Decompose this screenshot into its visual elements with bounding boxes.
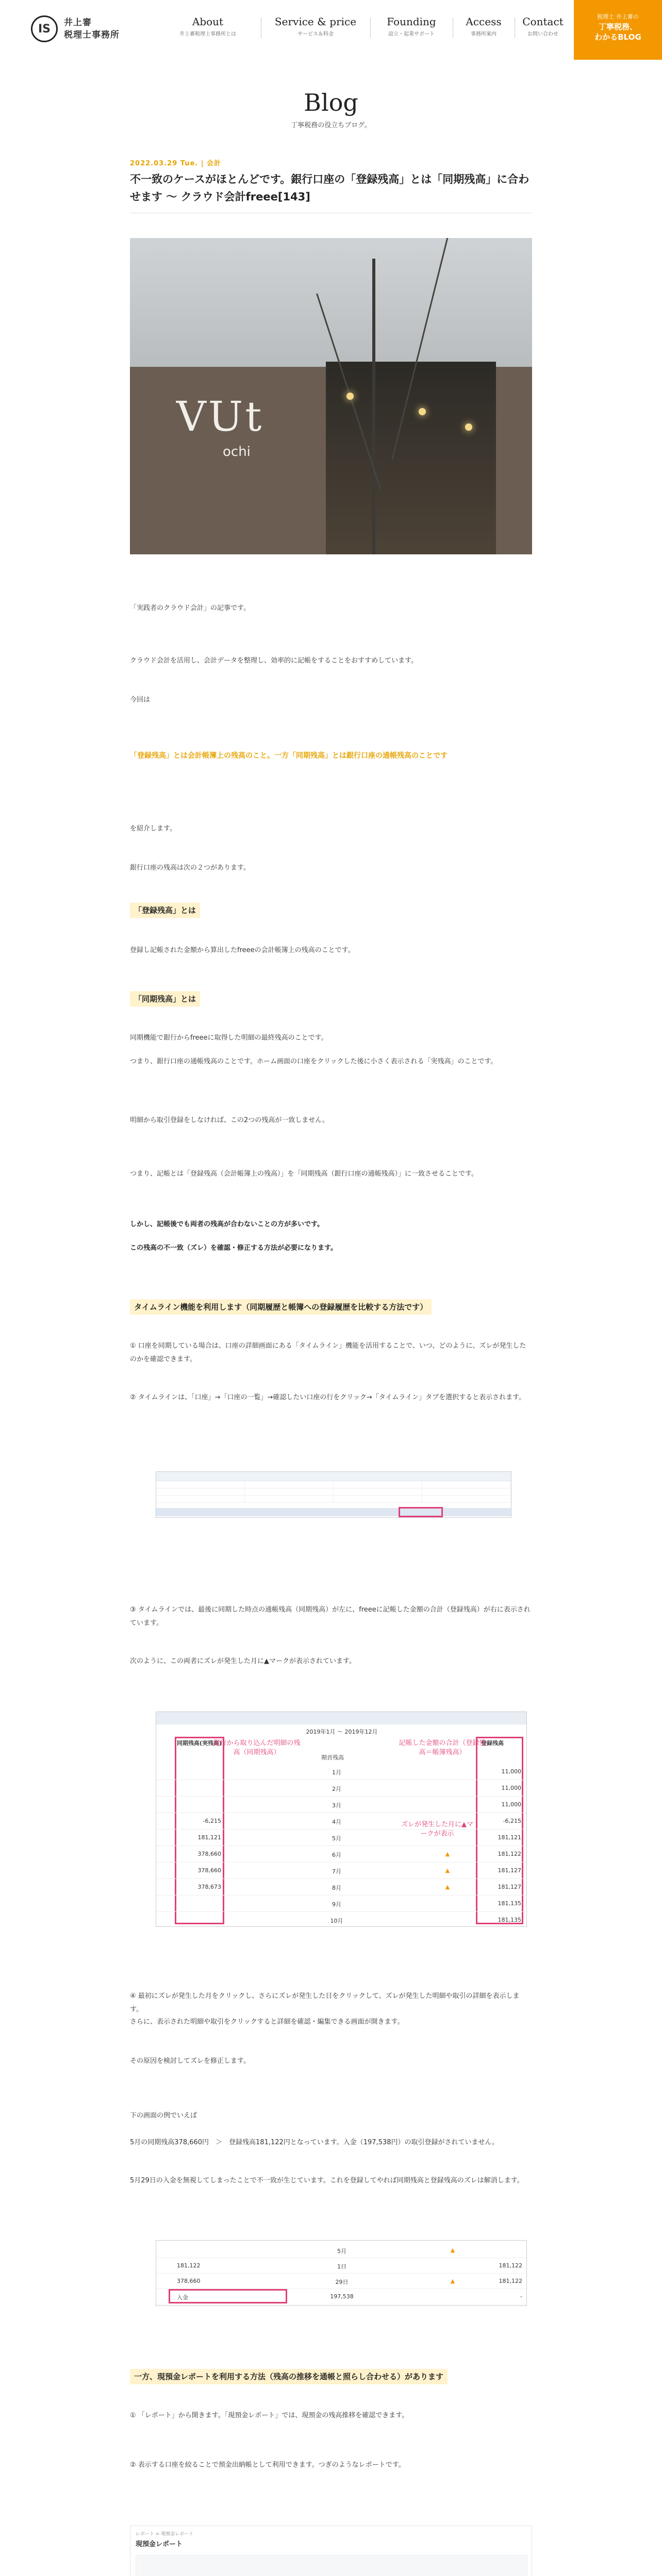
timeline-registered-value: 11,000 [501,1768,521,1775]
paragraph: 5月29日の入金を無視してしまったことで不一致が生じています。これを登録してやれば同期残高と登録残高のズレは解消します。 [130,2177,524,2184]
screenshot-toolbar [156,1472,511,1481]
screenshot-tab-bar [156,1508,511,1516]
nav-about[interactable] [155,14,261,37]
detail-center-value: 29日 [335,2279,349,2285]
section-heading: 「登録残高」とは [130,903,200,918]
timeline-month: 2月 [332,1786,341,1792]
report-filter-panel[interactable] [136,2555,527,2576]
section-heading: タイムライン機能を利用します（同期履歴と帳簿への登録履歴を比較する方法です） [130,1299,432,1315]
nav-access-sub: 事務所案内 [471,31,496,37]
paragraph: クラウド会計を活用し、会計データを整理し、効率的に記帳をすることをおすすめしています。 [130,657,418,665]
timeline-registered-value: 181,122 [498,1851,521,1857]
logo-line-2: 税理士事務所 [64,30,120,40]
timeline-period: 2019年1月 〜 2019年12月 [306,1728,378,1735]
storefront-sign: VUt [176,393,264,440]
timeline-synced-value: 378,673 [197,1884,221,1890]
timeline-right-header: 登録残高 [481,1740,504,1747]
detail-right-value: 181,122 [499,2278,522,2284]
page-subtitle: 丁寧税務の役立ちブログ。 [291,122,371,129]
timeline-tab-highlight [399,1507,443,1517]
timeline-left-header: 同期残高(実残高) [177,1740,222,1747]
section-heading: 一方、現預金レポートを利用する方法（残高の推移を通帳と照らし合わせる）があります [130,2369,448,2384]
timeline-row[interactable] [156,1846,527,1862]
timeline-month: 9月 [332,1901,341,1908]
screenshot-row [156,1481,511,1488]
timeline-registered-value: 181,135 [498,1900,521,1907]
warning-icon: ▲ [450,2278,455,2284]
annotation-mismatch-mark: ズレが発生した月に▲マークが表示 [401,1821,473,1838]
logo-text [64,16,120,41]
timeline-month: 4月 [332,1819,341,1825]
light-icon [346,393,354,400]
timeline-row[interactable] [156,1780,527,1797]
nav-access[interactable] [453,14,515,37]
paragraph: 明細から取引登録をしなければ、この2つの残高が一致しません。 [130,1116,329,1124]
timeline-registered-value: -6,215 [503,1818,521,1824]
site-header [0,0,662,61]
timeline-registered-value: 181,121 [498,1834,521,1841]
paragraph: ② タイムラインは、「口座」→「口座の一覧」→確認したい口座の行をクリック→「タイムライン」タブを選択すると表示されます。 [130,1394,526,1401]
detail-row[interactable] [156,2243,527,2258]
account-detail-screenshot [156,1471,511,1518]
blog-cta-button[interactable] [574,0,662,60]
site-logo[interactable] [31,15,120,42]
timeline-month: 8月 [332,1885,341,1891]
section-heading: 「同期残高」とは [130,991,200,1007]
timeline-row[interactable] [156,1813,527,1829]
timeline-month: 1月 [332,1769,341,1776]
hero-photo [130,238,532,554]
warning-icon: ▲ [445,1884,450,1890]
paragraph: 5月の同期残高378,660円 ＞ 登録残高181,122円となっています。入金（197,538円）の取引登録がされていません。 [130,2139,499,2146]
nav-service-label: Service & price [274,15,357,28]
bold-paragraph: この残高の不一致（ズレ）を確認・修正する方法が必要になります。 [130,1244,337,1252]
timeline-registered-value: 11,000 [501,1801,521,1808]
timeline-synced-value: -6,215 [203,1818,221,1824]
paragraph: つまり、銀行口座の通帳残高のことです。ホーム画面の口座をクリックした後に小さく表示される「実残高」のことです。 [130,1058,498,1065]
timeline-synced-value: 378,660 [197,1867,221,1874]
paragraph: さらに、表示された明細や取引をクリックすると詳細を確認・編集できる画面が開きます。 [130,2018,404,2026]
page-title: Blog [304,89,358,116]
timeline-month: 7月 [332,1868,341,1875]
main-nav [155,14,571,37]
cta-line-3: わかるBLOG [594,32,641,42]
timeline-month: 6月 [332,1852,341,1858]
paragraph: 銀行口座の残高は次の２つがあります。 [130,864,250,872]
timeline-row[interactable] [156,1829,527,1846]
paragraph: ③ タイムラインでは、最後に同期した時点の通帳残高（同期残高）が左に、freeeに記帳した金額の合計（登録残高）が右に表示されています。 [130,1606,531,1627]
nav-contact-label: Contact [522,15,564,28]
timeline-registered-value: 181,127 [498,1867,521,1874]
timeline-registered-value: 181,135 [498,1917,521,1923]
timeline-screenshot [156,1711,527,1927]
nav-service-sub: サービス＆料金 [297,31,334,37]
annotation-registered-balance: 記帳した金額の合計（登録残高＝帳簿残高） [399,1739,486,1756]
timeline-synced-value: 181,121 [197,1834,221,1841]
paragraph: つまり、記帳とは「登録残高（会計帳簿上の残高）」を「同期残高（銀行口座の通帳残高）」に一致させることです。 [130,1170,478,1178]
timeline-row[interactable] [156,1879,527,1895]
nav-founding[interactable] [370,14,453,37]
highlight-paragraph: 「登録残高」とは会計帳簿上の残高のこと。一方「同期残高」とは銀行口座の通帳残高のことです [130,752,448,760]
timeline-synced-value: 378,660 [197,1851,221,1857]
timeline-month: 3月 [332,1802,341,1809]
paragraph: ④ 最初にズレが発生した月をクリックし、さらにズレが発生した日をクリックして、ズレが発生した明細や取引の詳細を表示します。 [130,1992,520,2013]
timeline-registered-value: 181,127 [498,1884,521,1890]
paragraph: 登録し記帳された金額から算出したfreeeの会計帳簿上の残高のことです。 [130,946,355,954]
nav-founding-sub: 設立・起業サポート [388,31,435,37]
article-header [130,158,532,213]
cta-line-2: 丁寧税務、 [598,22,637,31]
detail-left-value: 181,122 [177,2262,201,2269]
nav-access-label: Access [466,15,502,28]
detail-left-value: 入金 [177,2294,188,2301]
logo-line-1: 井上審 [64,18,92,28]
report-breadcrumb: レポート > 現預金レポート [136,2532,194,2537]
timeline-row[interactable] [156,1912,527,1927]
page-heading [0,89,662,129]
paragraph: 「実践者のクラウド会計」の記事です。 [130,604,250,612]
timeline-center-header: 期首残高 [321,1754,344,1761]
detail-screenshot [156,2240,527,2306]
detail-left-value: 378,660 [177,2278,201,2284]
detail-center-value: 197,538 [330,2293,354,2300]
paragraph: 今回は [130,696,151,704]
light-icon [419,408,426,415]
cta-line-1: 税理士 井上審の [597,13,639,20]
timeline-row[interactable] [156,1895,527,1912]
deposit-highlight [169,2289,287,2303]
detail-right-value: - [520,2293,522,2300]
timeline-row[interactable] [156,1862,527,1879]
paragraph: 下の画面の例でいえば [130,2112,197,2120]
nav-service[interactable] [261,14,370,37]
warning-icon: ▲ [445,1867,450,1874]
detail-center-value: 5月 [337,2248,346,2255]
nav-contact[interactable] [515,14,571,37]
paragraph: ① 「レポート」から開きます。「現預金レポート」では、現預金の残高推移を確認できます。 [130,2412,409,2419]
timeline-tabs [156,1712,526,1724]
nav-founding-label: Founding [387,15,436,28]
timeline-row[interactable] [156,1764,527,1780]
timeline-registered-value: 11,000 [501,1785,521,1791]
detail-center-value: 1日 [337,2263,346,2270]
screenshot-row [156,1496,511,1503]
paragraph: 次のように、この両者にズレが発生した月に▲マークが表示されています。 [130,1657,356,1665]
storefront-sign-sub: ochi [223,444,251,460]
post-meta: 2022.03.29 Tue. | 会計 [130,160,222,167]
timeline-row[interactable] [156,1797,527,1813]
bold-paragraph: しかし、記帳後でも両者の残高が合わないことの方が多いです。 [130,1221,324,1228]
nav-about-label: About [192,15,224,28]
timeline-month: 5月 [332,1835,341,1842]
annotation-synced-balance: 銀行から取り込んだ明細の残高（同期残高） [213,1739,301,1756]
detail-right-value: 181,122 [499,2262,522,2269]
screenshot-row [156,1488,511,1496]
paragraph: 同期機能で銀行からfreeeに取得した明細の最終残高のことです。 [130,1034,328,1042]
report-title: 現預金レポート [136,2540,183,2548]
paragraph: その原因を検討してズレを修正します。 [130,2057,250,2065]
paragraph: ① 口座を同期している場合は、口座の詳細画面にある「タイムライン」機能を活用することで、いつ、どのように、ズレが発生したのかを確認できます。 [130,1342,526,1363]
warning-icon: ▲ [445,1851,450,1857]
warning-icon: ▲ [450,2247,455,2253]
logo-mark-icon: IS [31,15,58,42]
post-title: 不一致のケースがほとんどです。銀行口座の「登録残高」とは「同期残高」に合わせます 〜 クラウド会計freee[143] [130,171,532,213]
detail-row[interactable] [156,2274,527,2289]
paragraph: を紹介します。 [130,825,176,833]
light-icon [465,423,472,431]
timeline-month: 10月 [330,1918,343,1924]
cash-report-screenshot [130,2526,532,2576]
nav-contact-sub: お問い合わせ [527,31,558,37]
paragraph: ② 表示する口座を絞ることで預金出納帳として利用できます。つぎのようなレポートです。 [130,2461,405,2469]
nav-about-sub: 井上審税理士事務所とは [179,31,236,37]
detail-row[interactable] [156,2258,527,2274]
